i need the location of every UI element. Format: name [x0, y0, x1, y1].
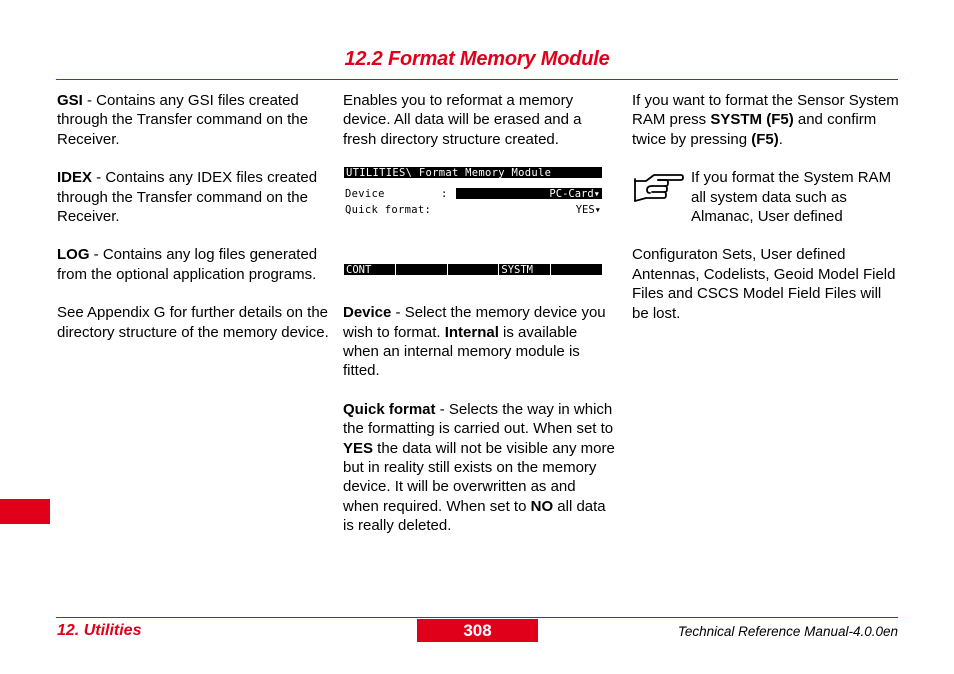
- page-title: 12.2 Format Memory Module: [344, 48, 610, 70]
- idex-term: IDEX: [57, 169, 93, 187]
- footer-rule: [56, 617, 898, 618]
- chapter-tab: [0, 499, 50, 524]
- f1-cont-button[interactable]: CONT: [344, 264, 396, 275]
- header-rule: [56, 79, 898, 80]
- footer-section: 12. Utilities: [57, 622, 142, 639]
- systm-text-2: and confirm twice by pressing: [632, 111, 877, 148]
- systm-text-1: If you want to format the Sensor System RAM press: [632, 92, 899, 129]
- log-paragraph: [57, 245, 329, 284]
- page-number: 308: [417, 619, 538, 642]
- no-term: NO: [530, 497, 554, 515]
- qf-text-1: - Selects the way in which the formatting is carried out. When set to: [343, 400, 614, 438]
- intro-paragraph: Enables you to reformat a memory device. All data will be erased and a fresh directory structure created.: [343, 92, 582, 148]
- appendix-paragraph: See Appendix G for further details on the directory structure of the memory device.: [57, 304, 329, 341]
- column-left: [57, 91, 329, 361]
- systm-paragraph: [632, 91, 900, 149]
- f5-term: (F5): [751, 130, 779, 148]
- gsi-text: - Contains any GSI files created through the Transfer command on the Receiver.: [57, 92, 308, 148]
- function-key-bar: [344, 264, 602, 275]
- quick-format-select[interactable]: YES▾: [575, 204, 601, 217]
- f6-button[interactable]: [551, 264, 602, 275]
- idex-paragraph: [57, 168, 329, 226]
- gsi-paragraph: [57, 91, 329, 149]
- qf-text-3: all data is really deleted.: [343, 497, 606, 535]
- device-paragraph: [343, 303, 615, 381]
- log-text: - Contains any log files generated from the optional application programs.: [57, 246, 318, 283]
- note-text-head: If you format the System RAM all system data such as Almanac, User defined: [691, 169, 892, 226]
- column-right: [632, 91, 900, 342]
- idex-text: - Contains any IDEX files created through the Transfer command on the Receiver.: [57, 169, 318, 226]
- device-label: Device: [345, 188, 385, 201]
- qf-text-2: the data will not be visible any more but in reality still exists on the memory device. It will be overwritten as and when required. When set to: [343, 439, 615, 515]
- note-text-rest: Configuraton Sets, User defined Antennas, Codelists, Geoid Model Field Files and CSCS Model Field Files will be lost.: [632, 246, 896, 322]
- device-select[interactable]: PC-Card▾: [456, 188, 602, 199]
- f2-button[interactable]: [396, 264, 448, 275]
- device-term: Device: [343, 304, 392, 322]
- systm-f5-term: SYSTM (F5): [710, 111, 794, 129]
- f5-systm-button[interactable]: SYSTM: [499, 264, 551, 275]
- pointing-hand-icon: [632, 171, 684, 207]
- screen-header: UTILITIES\ Format Memory Module: [344, 167, 602, 178]
- footer-manual-title: Technical Reference Manual-4.0.0en: [677, 624, 898, 639]
- device-text-2: is available when an internal memory module is fitted.: [343, 323, 580, 380]
- column-middle: [343, 91, 615, 555]
- internal-term: Internal: [444, 323, 499, 341]
- yes-term: YES: [343, 439, 374, 457]
- device-colon: :: [441, 188, 448, 201]
- quick-format-paragraph: [343, 400, 615, 536]
- f3-button[interactable]: [448, 264, 500, 275]
- log-term: LOG: [57, 246, 90, 264]
- device-screen: [343, 167, 603, 279]
- quick-format-label: Quick format:: [345, 204, 432, 217]
- gsi-term: GSI: [57, 92, 83, 109]
- systm-text-3: .: [778, 130, 783, 148]
- quick-format-term: Quick format: [343, 400, 436, 418]
- device-text-1: - Select the memory device you wish to format.: [343, 304, 606, 341]
